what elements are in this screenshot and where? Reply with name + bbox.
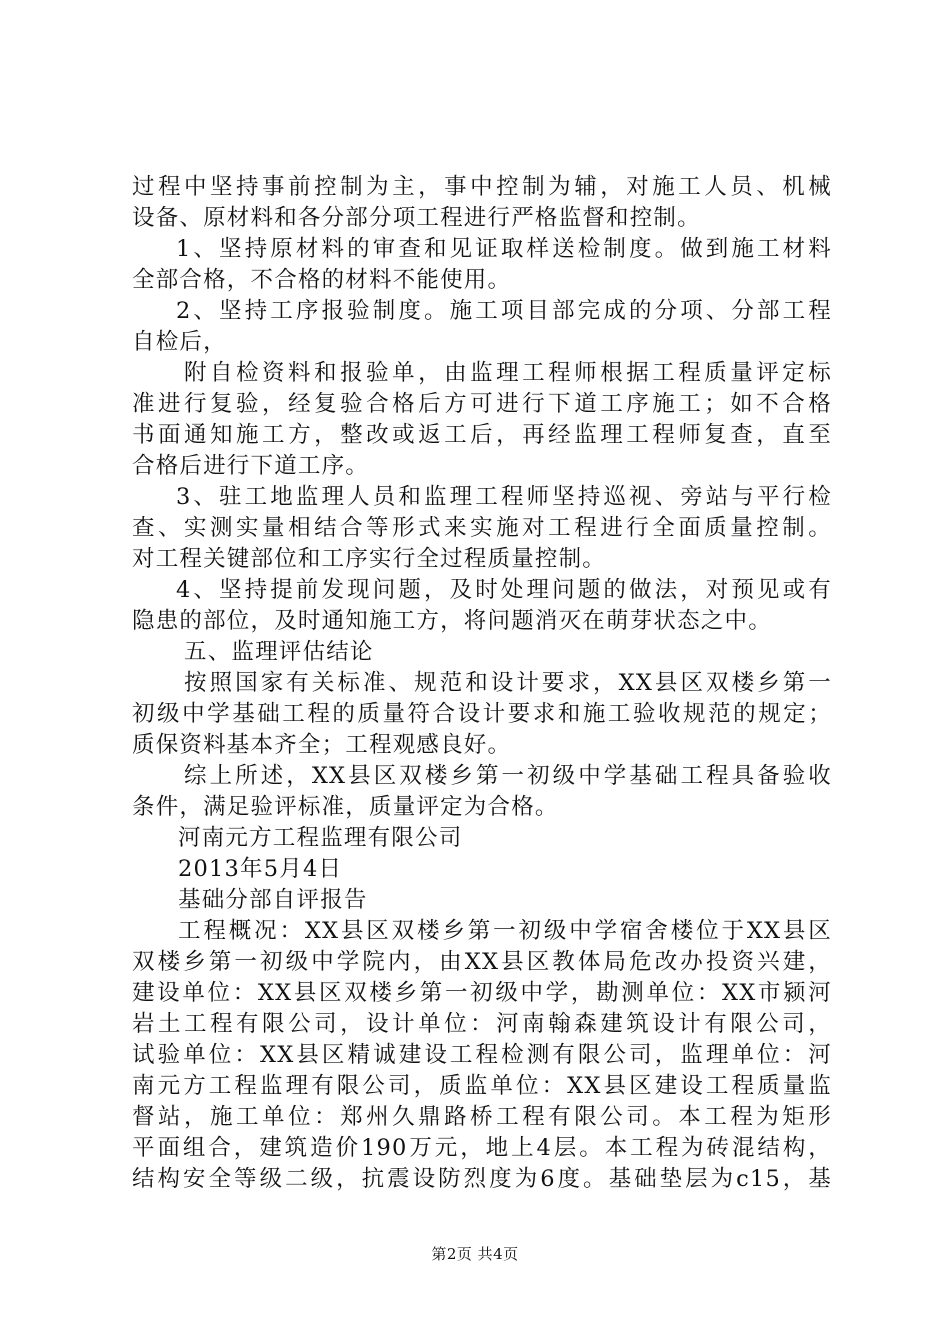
- text-line: 2、坚持工序报验制度。施工项目部完成的分项、分部工程: [176, 298, 832, 324]
- text-line: 2013年5月4日: [178, 856, 343, 882]
- text-line: 隐患的部位，及时通知施工方，将问题消灭在萌芽状态之中。: [132, 608, 772, 634]
- page-footer: 第2页 共4页: [431, 1245, 519, 1263]
- text-line: 南元方工程监理有限公司，质监单位：XX县区建设工程质量监: [132, 1073, 832, 1099]
- text-line: 平面组合，建筑造价190万元，地上4层。本工程为砖混结构，: [132, 1135, 832, 1161]
- text-line: 合格后进行下道工序。: [132, 453, 370, 479]
- text-line: 五、监理评估结论: [184, 639, 374, 665]
- text-line: 质保资料基本齐全；工程观感良好。: [132, 732, 512, 758]
- text-line: 准进行复验，经复验合格后方可进行下道工序施工；如不合格: [132, 391, 832, 417]
- text-line: 综上所述，XX县区双楼乡第一初级中学基础工程具备验收: [184, 763, 832, 789]
- text-line: 对工程关键部位和工序实行全过程质量控制。: [132, 546, 607, 572]
- text-line: 结构安全等级二级，抗震设防烈度为6度。基础垫层为c15，基: [132, 1166, 832, 1192]
- text-line: 4、坚持提前发现问题，及时处理问题的做法，对预见或有: [176, 577, 832, 603]
- text-line: 设备、原材料和各分部分项工程进行严格监督和控制。: [132, 205, 701, 231]
- document-body: [132, 172, 832, 1195]
- text-line: 双楼乡第一初级中学院内，由XX县区教体局危改办投资兴建，: [132, 949, 832, 975]
- text-line: 岩土工程有限公司，设计单位：河南翰森建筑设计有限公司，: [132, 1011, 832, 1037]
- text-line: 建设单位：XX县区双楼乡第一初级中学，勘测单位：XX市颍河: [132, 980, 832, 1006]
- text-line: 附自检资料和报验单，由监理工程师根据工程质量评定标: [184, 360, 832, 386]
- text-line: 过程中坚持事前控制为主，事中控制为辅，对施工人员、机械: [132, 174, 832, 200]
- text-line: 查、实测实量相结合等形式来实施对工程进行全面质量控制。: [132, 515, 832, 541]
- text-line: 自检后，: [132, 329, 227, 355]
- text-line: 督站，施工单位：郑州久鼎路桥工程有限公司。本工程为矩形: [132, 1104, 832, 1130]
- text-line: 条件，满足验评标准，质量评定为合格。: [132, 794, 559, 820]
- text-line: 工程概况：XX县区双楼乡第一初级中学宿舍楼位于XX县区: [178, 918, 832, 944]
- text-line: 全部合格，不合格的材料不能使用。: [132, 267, 512, 293]
- text-line: 1、坚持原材料的审查和见证取样送检制度。做到施工材料: [176, 236, 832, 262]
- text-line: 河南元方工程监理有限公司: [178, 825, 463, 851]
- text-line: 基础分部自评报告: [178, 887, 368, 913]
- text-line: 按照国家有关标准、规范和设计要求，XX县区双楼乡第一: [184, 670, 832, 696]
- text-line: 3、驻工地监理人员和监理工程师坚持巡视、旁站与平行检: [176, 484, 832, 510]
- text-line: 试验单位：XX县区精诚建设工程检测有限公司，监理单位：河: [132, 1042, 832, 1068]
- text-line: 书面通知施工方，整改或返工后，再经监理工程师复查，直至: [132, 422, 832, 448]
- text-line: 初级中学基础工程的质量符合设计要求和施工验收规范的规定；: [132, 701, 832, 727]
